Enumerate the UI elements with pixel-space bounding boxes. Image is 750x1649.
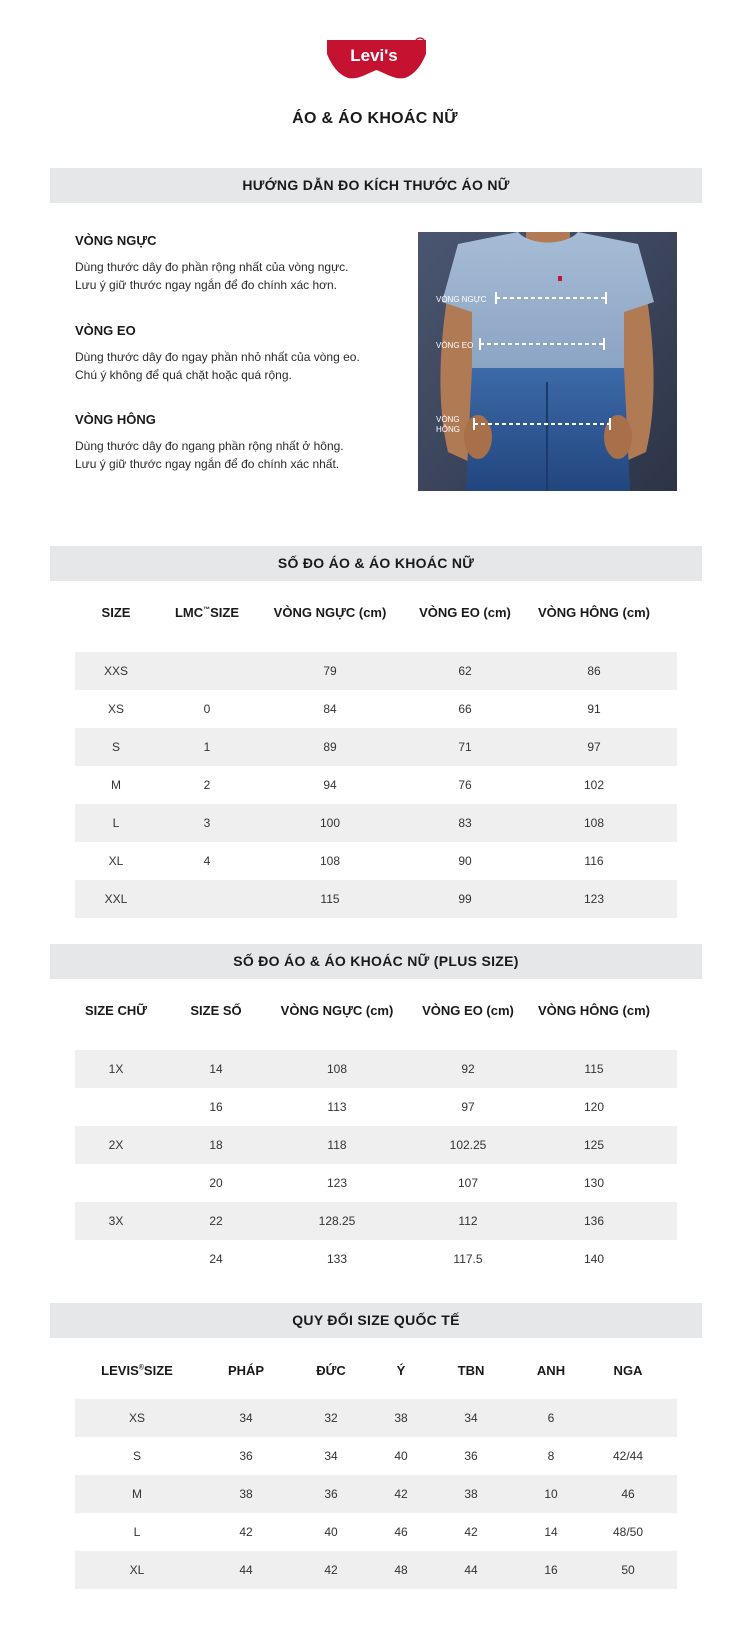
table-row [75,1437,677,1475]
col-chest: VÒNG NGỰC (cm) [273,605,387,620]
hip-guide-line2: Lưu ý giữ thước ngay ngắn để đo chính xác nhất. [75,457,340,471]
cell-size: M [132,1487,142,1501]
cell-spain: 38 [464,1487,478,1501]
cell-hip: 125 [583,1138,605,1152]
cell-lmc: 1 [203,740,211,754]
col-germany: ĐỨC [316,1363,346,1378]
table-row [75,1399,677,1437]
cell-france: 44 [239,1563,253,1577]
table-row [75,1126,677,1164]
chest-guide-line1: Dùng thước dây đo phần rộng nhất của vòng ngực. [75,260,349,274]
cell-size: XS [107,702,125,716]
cell-waist: 90 [458,854,472,868]
cell-chest: 108 [319,854,341,868]
cell-russia: 42/44 [612,1449,644,1463]
size-table [75,594,677,918]
cell-size: S [132,1449,142,1463]
cell-lmc: 4 [203,854,211,868]
col-hip: VÒNG HÔNG (cm) [538,1003,650,1018]
col-size-number: SIZE SỐ [190,1003,242,1018]
table-row [75,1551,677,1589]
cell-hip: 102 [583,778,605,792]
table-row [75,1088,677,1126]
cell-uk: 16 [544,1563,558,1577]
svg-text:R: R [417,40,423,48]
cell-hip: 130 [583,1176,605,1190]
cell-lmc: 2 [203,778,211,792]
cell-waist: 112 [458,1214,478,1228]
waist-guide-line2: Chú ý không để quá chặt hoặc quá rộng. [75,368,292,382]
col-waist: VÒNG EO (cm) [419,605,511,620]
cell-chest: 94 [323,778,337,792]
intl-table-header [75,1352,677,1390]
table-row [75,652,677,690]
cell-italy: 42 [394,1487,408,1501]
cell-spain: 34 [464,1411,478,1425]
col-uk: ANH [536,1363,566,1378]
hip-label-line1: VÒNG [436,415,460,424]
page-title: ÁO & ÁO KHOÁC NỮ [292,110,458,127]
cell-waist: 66 [458,702,472,716]
waist-guide-title: VÒNG EO [75,323,136,338]
cell-waist: 107 [457,1176,479,1190]
cell-letter: 3X [108,1214,124,1228]
cell-chest: 89 [323,740,337,754]
cell-size: XL [108,854,124,868]
table-row [75,804,677,842]
col-levis-size: LEVIS®SIZE [101,1363,173,1378]
col-chest: VÒNG NGỰC (cm) [280,1003,394,1018]
cell-chest: 108 [326,1062,348,1076]
table-row [75,1513,677,1551]
plus-table-header [75,992,677,1030]
cell-number: 14 [209,1062,223,1076]
chest-guide-line2: Lưu ý giữ thước ngay ngắn để đo chính xác hơn. [75,278,337,292]
chest-label: VÒNG NGỰC [436,295,487,304]
cell-letter: 2X [108,1138,124,1152]
cell-germany: 34 [324,1449,338,1463]
cell-waist: 71 [458,740,472,754]
waist-guide [75,323,395,384]
col-lmc-size: LMC™SIZE [174,605,240,620]
cell-hip: 120 [583,1100,605,1114]
hip-label-line2: HÔNG [436,425,460,434]
cell-france: 36 [239,1449,253,1463]
col-size: SIZE [101,605,131,620]
col-france: PHÁP [227,1363,265,1378]
cell-france: 38 [239,1487,253,1501]
col-hip: VÒNG HÔNG (cm) [538,605,650,620]
cell-germany: 40 [324,1525,338,1539]
table-row [75,690,677,728]
chest-guide [75,233,395,294]
chest-guide-title: VÒNG NGỰC [75,233,157,248]
cell-germany: 32 [324,1411,338,1425]
waist-label: VÒNG EO [436,341,474,350]
cell-number: 16 [209,1100,223,1114]
cell-spain: 42 [464,1525,478,1539]
cell-waist: 92 [461,1062,475,1076]
cell-chest: 113 [327,1100,347,1114]
cell-hip: 116 [584,854,604,868]
table-row [75,880,677,918]
cell-waist: 117.5 [453,1252,483,1266]
cell-italy: 46 [394,1525,408,1539]
col-size-letter: SIZE CHỮ [84,1003,148,1018]
cell-hip: 115 [584,1062,604,1076]
cell-germany: 42 [324,1563,338,1577]
levis-logo[interactable] [325,36,428,82]
table-row [75,1202,677,1240]
hip-guide-title: VÒNG HÔNG [75,412,156,427]
guide-heading: HƯỚNG DẪN ĐO KÍCH THƯỚC ÁO NỮ [50,168,702,203]
cell-france: 42 [239,1525,253,1539]
cell-size: L [133,1525,141,1539]
cell-hip: 123 [583,892,605,906]
size-table-header [75,594,677,632]
col-italy: Ý [396,1363,406,1378]
table-row [75,1050,677,1088]
cell-italy: 48 [394,1563,408,1577]
col-waist: VÒNG EO (cm) [422,1003,514,1018]
plus-size-table [75,992,677,1278]
cell-chest: 128.25 [318,1214,356,1228]
cell-waist: 76 [458,778,472,792]
cell-uk: 14 [544,1525,558,1539]
cell-size: XXL [104,892,128,906]
hip-guide [75,412,395,473]
cell-size: XS [128,1411,146,1425]
table-row [75,1240,677,1278]
cell-spain: 44 [464,1563,478,1577]
cell-number: 18 [209,1138,223,1152]
cell-uk: 10 [544,1487,558,1501]
cell-waist: 62 [458,664,472,678]
cell-size: XXS [103,664,129,678]
cell-chest: 84 [323,702,337,716]
cell-russia: 48/50 [612,1525,644,1539]
cell-chest: 115 [320,892,340,906]
cell-chest: 79 [323,664,337,678]
table-row [75,1164,677,1202]
cell-hip: 86 [587,664,601,678]
plus-table-heading: SỐ ĐO ÁO & ÁO KHOÁC NỮ (PLUS SIZE) [50,944,702,979]
cell-italy: 40 [394,1449,408,1463]
cell-russia: 50 [621,1563,635,1577]
cell-waist: 99 [458,892,472,906]
size-table-heading: SỐ ĐO ÁO & ÁO KHOÁC NỮ [50,546,702,581]
col-spain: TBN [457,1363,485,1378]
cell-uk: 8 [547,1449,555,1463]
cell-hip: 140 [583,1252,605,1266]
cell-size: L [112,816,120,830]
cell-size: S [111,740,121,754]
cell-uk: 6 [547,1411,555,1425]
hip-guide-line1: Dùng thước dây đo ngang phần rộng nhất ở hông. [75,439,344,453]
measurement-photo [418,232,677,491]
table-row [75,842,677,880]
cell-hip: 91 [587,702,601,716]
cell-hip: 136 [583,1214,605,1228]
intl-table-heading: QUY ĐỔI SIZE QUỐC TẾ [50,1303,702,1338]
cell-waist: 97 [461,1100,475,1114]
cell-number: 20 [209,1176,223,1190]
cell-chest: 118 [327,1138,347,1152]
waist-guide-line1: Dùng thước dây đo ngay phần nhỏ nhất của vòng eo. [75,350,360,364]
cell-letter: 1X [108,1062,124,1076]
cell-lmc: 0 [203,702,211,716]
cell-number: 22 [209,1214,223,1228]
cell-italy: 38 [394,1411,408,1425]
cell-waist: 83 [458,816,472,830]
cell-size: M [111,778,121,792]
col-russia: NGA [613,1363,643,1378]
intl-size-table [75,1352,677,1589]
cell-france: 34 [239,1411,253,1425]
table-row [75,766,677,804]
logo-text: Levi's [350,46,398,65]
table-row [75,728,677,766]
cell-number: 24 [209,1252,223,1266]
cell-chest: 123 [326,1176,348,1190]
cell-waist: 102.25 [449,1138,487,1152]
cell-hip: 97 [587,740,601,754]
cell-germany: 36 [324,1487,338,1501]
cell-spain: 36 [464,1449,478,1463]
cell-hip: 108 [583,816,605,830]
table-row [75,1475,677,1513]
cell-russia: 46 [621,1487,635,1501]
cell-lmc: 3 [203,816,211,830]
cell-chest: 100 [319,816,341,830]
cell-size: XL [129,1563,145,1577]
cell-chest: 133 [326,1252,348,1266]
